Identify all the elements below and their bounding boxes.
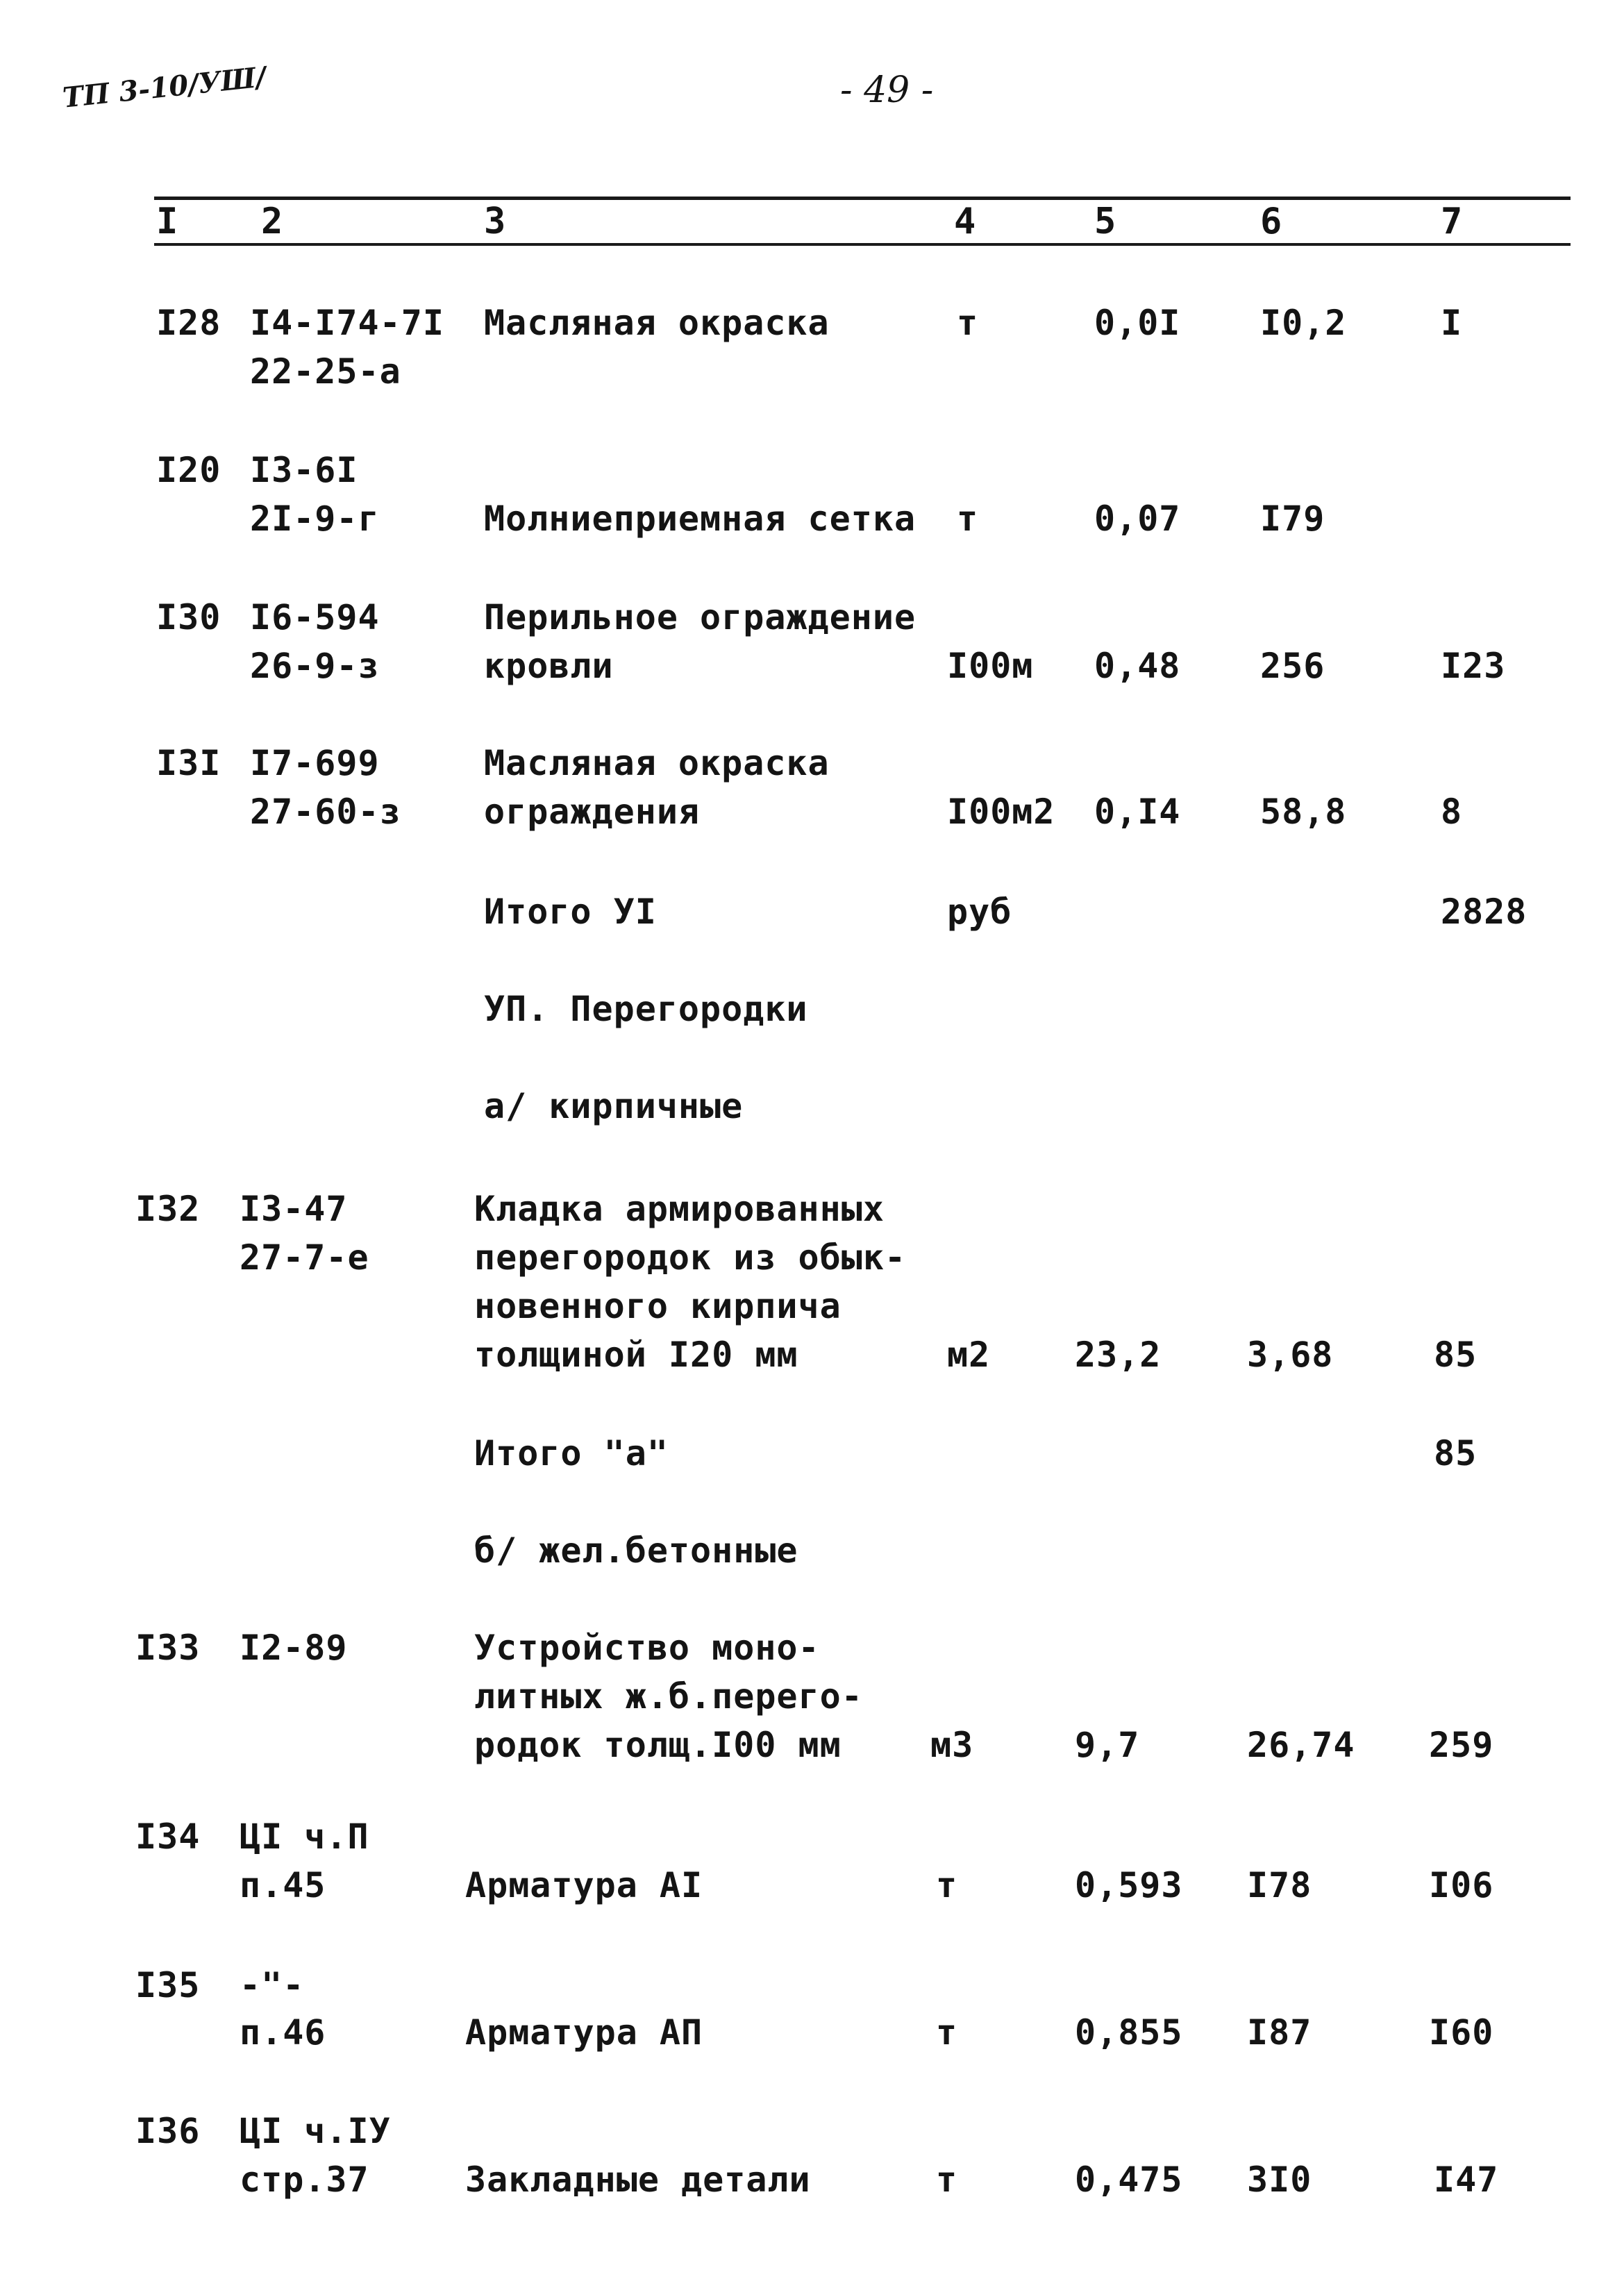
unit-price: I0,2	[1260, 303, 1347, 343]
norm-code: I2-89	[240, 1628, 348, 1668]
unit: т	[936, 2012, 958, 2053]
quantity: 0,I4	[1094, 792, 1181, 832]
norm-reference: 27-7-е	[240, 1237, 369, 1278]
quantity: 0,855	[1075, 2012, 1183, 2053]
total: 85	[1434, 1335, 1477, 1375]
work-name-line: литных ж.б.перего-	[474, 1676, 863, 1717]
work-name: Арматура АI	[465, 1865, 703, 1905]
quantity: 0,475	[1075, 2160, 1183, 2200]
unit: т	[936, 2160, 958, 2200]
work-name-line: родок толщ.I00 мм	[474, 1725, 842, 1765]
quantity: 0,0I	[1094, 303, 1181, 343]
row-number: I28	[156, 303, 221, 343]
unit: т	[936, 1865, 958, 1905]
total: 8	[1441, 792, 1463, 832]
subtotal-value: 85	[1434, 1433, 1477, 1473]
quantity: 0,48	[1094, 646, 1181, 686]
norm-reference: стр.37	[240, 2160, 369, 2200]
work-name-line: Масляная окраска	[484, 743, 830, 783]
norm-code: I7-699	[250, 743, 380, 783]
column-header-1: I	[156, 201, 179, 242]
total: 259	[1429, 1725, 1494, 1765]
row-number: I33	[135, 1628, 201, 1668]
work-name: Молниеприемная сетка	[484, 499, 916, 539]
section-heading: УП. Перегородки	[484, 989, 808, 1029]
norm-code: I3-47	[240, 1189, 348, 1229]
column-header-3: 3	[484, 201, 507, 242]
header-bottom-rule	[154, 243, 1571, 246]
unit: м2	[947, 1335, 991, 1375]
total: I	[1441, 303, 1463, 343]
unit: руб	[947, 892, 1012, 932]
unit: м3	[930, 1725, 974, 1765]
total: I47	[1434, 2160, 1499, 2200]
total: I23	[1441, 646, 1506, 686]
subtotal-value: 2828	[1441, 892, 1527, 932]
norm-code: -"-	[240, 1965, 305, 2005]
row-number: I20	[156, 450, 221, 490]
norm-code: ЦI ч.П	[240, 1817, 369, 1857]
unit-price: 3,68	[1247, 1335, 1334, 1375]
norm-reference: 26-9-з	[250, 646, 380, 686]
column-header-6: 6	[1260, 201, 1283, 242]
subtotal-label: Итого УI	[484, 892, 657, 932]
work-name-line: Кладка армированных	[474, 1189, 885, 1229]
total: I06	[1429, 1865, 1494, 1905]
unit-price: I87	[1247, 2012, 1312, 2053]
quantity: 0,07	[1094, 499, 1181, 539]
unit: т	[957, 499, 979, 539]
row-number: I32	[135, 1189, 201, 1229]
norm-code: I4-I74-7I	[250, 303, 444, 343]
work-name-line: перегородок из обык-	[474, 1237, 907, 1278]
unit: I00м	[947, 646, 1034, 686]
norm-reference: 27-60-з	[250, 792, 401, 832]
header-top-rule	[154, 197, 1571, 200]
work-name-line: толщиной I20 мм	[474, 1335, 798, 1375]
unit-price: 256	[1260, 646, 1325, 686]
work-name: Арматура АП	[465, 2012, 703, 2053]
norm-code: I3-6I	[250, 450, 358, 490]
norm-reference: п.45	[240, 1865, 326, 1905]
subtotal-label: Итого "а"	[474, 1433, 669, 1473]
norm-reference: 22-25-а	[250, 351, 401, 392]
row-number: I3I	[156, 743, 221, 783]
unit-price: 58,8	[1260, 792, 1347, 832]
quantity: 9,7	[1075, 1725, 1140, 1765]
column-header-7: 7	[1441, 201, 1464, 242]
unit: т	[957, 303, 979, 343]
column-header-5: 5	[1094, 201, 1117, 242]
quantity: 23,2	[1075, 1335, 1162, 1375]
norm-reference: 2I-9-г	[250, 499, 380, 539]
unit-price: I79	[1260, 499, 1325, 539]
subsection-heading: а/ кирпичные	[484, 1086, 744, 1126]
work-name: Закладные детали	[465, 2160, 811, 2200]
row-number: I36	[135, 2111, 201, 2151]
work-name-line: ограждения	[484, 792, 701, 832]
unit: I00м2	[947, 792, 1055, 832]
work-name-line: Устройство моно-	[474, 1628, 820, 1668]
norm-code: ЦI ч.IУ	[240, 2111, 391, 2151]
row-number: I35	[135, 1965, 201, 2005]
norm-reference: п.46	[240, 2012, 326, 2053]
work-name: Масляная окраска	[484, 303, 830, 343]
norm-code: I6-594	[250, 597, 380, 637]
total: I60	[1429, 2012, 1494, 2053]
column-header-4: 4	[954, 201, 977, 242]
document-stamp: ТП 3-10/УШ/	[61, 60, 268, 115]
column-header-2: 2	[261, 201, 284, 242]
row-number: I34	[135, 1817, 201, 1857]
work-name-line: Перильное ограждение	[484, 597, 916, 637]
quantity: 0,593	[1075, 1865, 1183, 1905]
unit-price: 26,74	[1247, 1725, 1355, 1765]
unit-price: 3I0	[1247, 2160, 1312, 2200]
row-number: I30	[156, 597, 221, 637]
unit-price: I78	[1247, 1865, 1312, 1905]
page-number: - 49 -	[840, 69, 934, 111]
subsection-heading: б/ жел.бетонные	[474, 1530, 798, 1571]
work-name-line: кровли	[484, 646, 614, 686]
work-name-line: новенного кирпича	[474, 1286, 842, 1326]
